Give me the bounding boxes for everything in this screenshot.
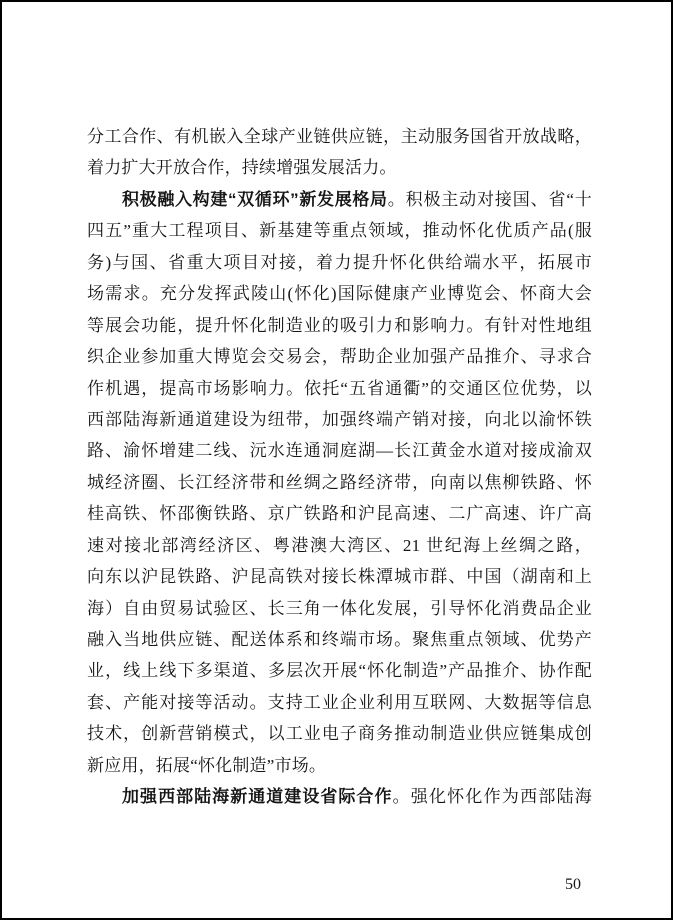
page-number: 50 (565, 876, 581, 893)
text-block (87, 121, 592, 813)
body-text: 织企业参加重大博览会交易会，帮助企业加强产品推介、寻求合 (87, 347, 592, 367)
body-text: 务)与国、省重大项目对接，着力提升怀化供给端水平，拓展市 (87, 252, 592, 272)
text-line (87, 561, 592, 592)
body-text: 向东以沪昆铁路、沪昆高铁对接长株潭城市群、中国（湖南和上 (87, 567, 592, 587)
body-text: 西部陆海新通道建设为纽带，加强终端产销对接，向北以渝怀铁 (87, 409, 592, 429)
body-text: 速对接北部湾经济区、粤港澳大湾区、21 世纪海上丝绸之路， (87, 535, 592, 555)
text-line (87, 781, 592, 812)
text-line (87, 593, 592, 624)
body-text: 套、产能对接等活动。支持工业企业利用互联网、大数据等信息 (87, 692, 592, 712)
body-text: 着力扩大开放合作，持续增强发展活力。 (87, 158, 397, 178)
text-line (87, 624, 592, 655)
text-line (87, 121, 592, 152)
body-text: 业，线上线下多渠道、多层次开展“怀化制造”产品推介、协作配 (87, 661, 592, 681)
text-line (87, 530, 592, 561)
body-text: 桂高铁、怀邵衡铁路、京广铁路和沪昆高速、二广高速、许广高 (87, 504, 592, 524)
paragraph-heading: 积极融入构建“双循环”新发展格局 (122, 189, 388, 209)
text-line (87, 750, 592, 781)
text-line (87, 435, 592, 466)
text-line (87, 718, 592, 749)
text-line (87, 215, 592, 246)
body-text: 路、渝怀增建二线、沅水连通洞庭湖—长江黄金水道对接成渝双 (87, 441, 592, 461)
text-line (87, 467, 592, 498)
text-line (87, 247, 592, 278)
body-text: 城经济圈、长江经济带和丝绸之路经济带，向南以焦柳铁路、怀 (87, 472, 592, 492)
text-line (87, 341, 592, 372)
body-text: 。强化怀化作为西部陆海 (392, 787, 592, 807)
text-line (87, 373, 592, 404)
body-text: 四五”重大工程项目、新基建等重点领域，推动怀化优质产品(服 (87, 221, 592, 241)
paragraph-heading: 加强西部陆海新通道建设省际合作 (122, 787, 393, 807)
body-text: 。积极主动对接国、省“十 (387, 189, 592, 209)
body-text: 海）自由贸易试验区、长三角一体化发展，引导怀化消费品企业 (87, 598, 592, 618)
body-text: 融入当地供应链、配送体系和终端市场。聚焦重点领域、优势产 (87, 630, 592, 649)
body-text: 技术，创新营销模式，以工业电子商务推动制造业供应链集成创 (87, 724, 592, 744)
text-line (87, 404, 592, 435)
text-line (87, 498, 592, 529)
text-line (87, 310, 592, 341)
text-line (87, 655, 592, 686)
body-text: 等展会功能，提升怀化制造业的吸引力和影响力。有针对性地组 (87, 315, 592, 335)
text-line (87, 278, 592, 309)
body-text: 作机遇，提高市场影响力。依托“五省通衢”的交通区位优势，以 (87, 378, 592, 398)
body-text: 分工合作、有机嵌入全球产业链供应链，主动服务国省开放战略， (87, 127, 592, 146)
body-text: 新应用，拓展“怀化制造”市场。 (87, 755, 327, 775)
text-line (87, 152, 592, 183)
text-line (87, 184, 592, 215)
body-text: 场需求。充分发挥武陵山(怀化)国际健康产业博览会、怀商大会 (87, 284, 592, 304)
text-line (87, 687, 592, 718)
